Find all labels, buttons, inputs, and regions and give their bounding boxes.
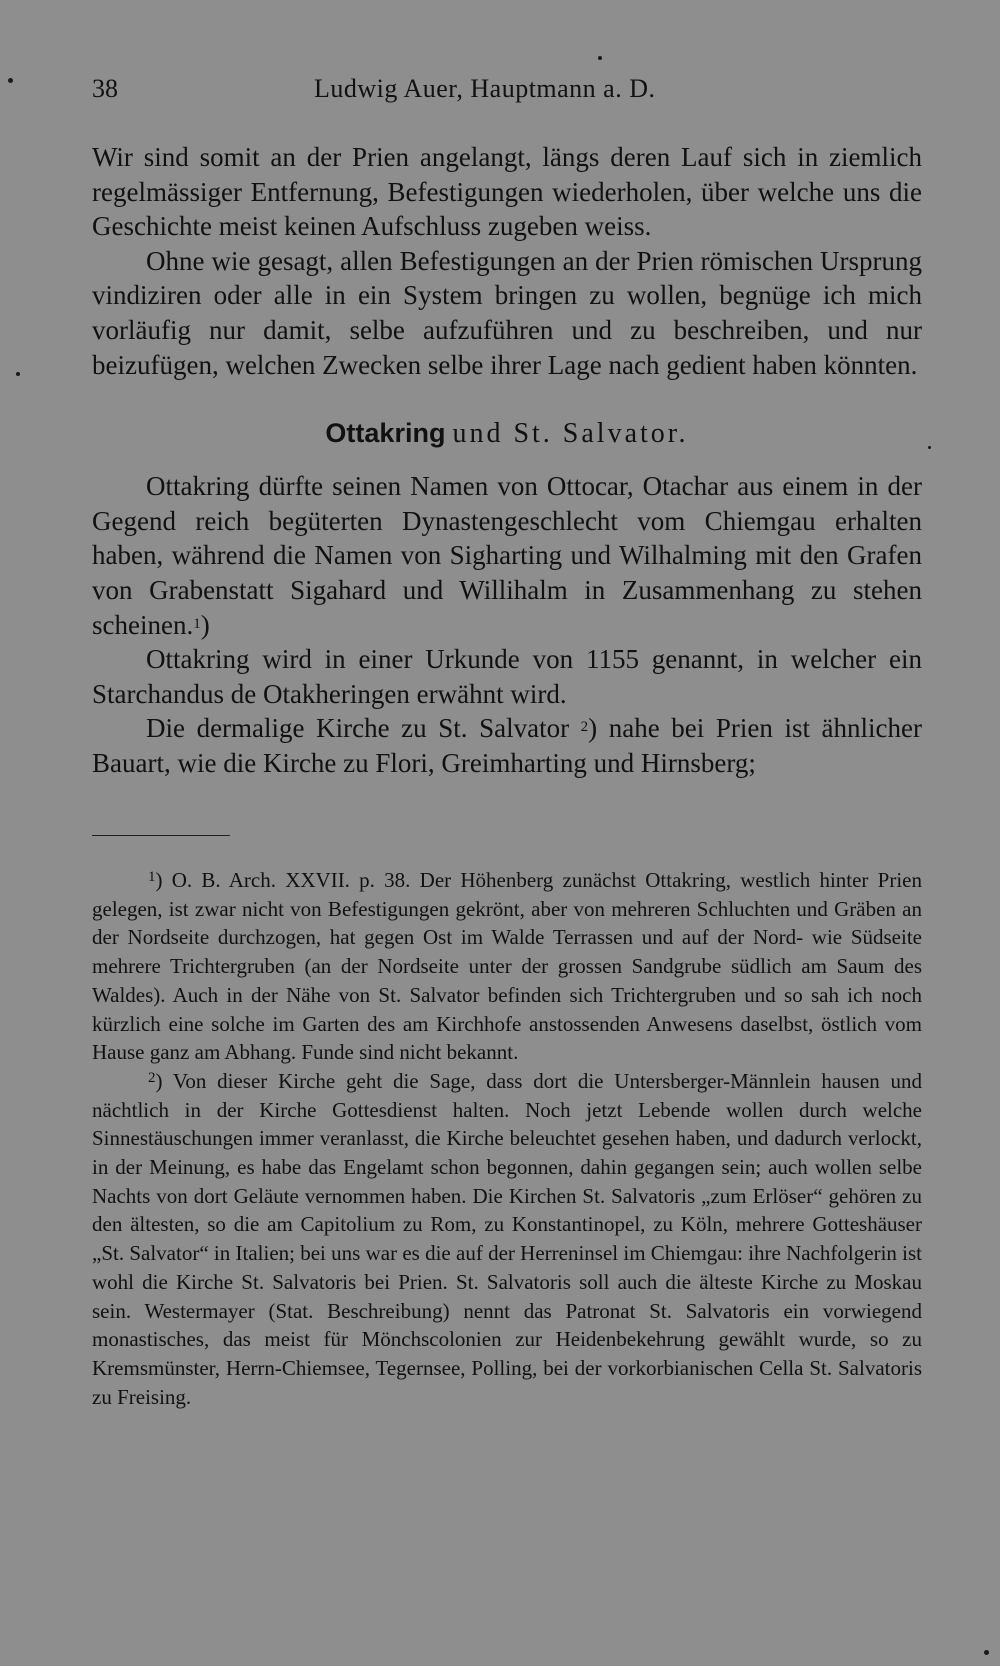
main-text <box>92 140 922 781</box>
running-head: Ludwig Auer, Hauptmann a. D. <box>314 74 656 103</box>
footnote-2-mark: 2 <box>148 1069 156 1086</box>
paragraph-3: Ottakring dürfte seinen Namen von Ottocar, Otachar aus einem in der Gegend reich begüterten Dynastengeschlecht vom Chiemgau erhalten haben, während die Namen von Sigharting und Wilhalming mit den Grafen von Grabenstatt Sigahard und Willihalm in Zusammenhang zu stehen scheinen.$^1$) <box>92 471 922 640</box>
scan-speck <box>598 56 602 60</box>
footnotes <box>92 866 922 1411</box>
paragraph-5-before: Die dermalige Kirche zu St. Salvator <box>146 713 570 744</box>
footnote-1-mark: 1 <box>148 869 156 885</box>
scan-speck <box>928 446 931 449</box>
footnote-2: $^2$) Von dieser Kirche geht die Sage, dass dort die Untersberger-Männlein hausen und nächtlich in der Kirche Gottesdienst halten. Noch jetzt Lebende wollen durch welche Sinnestäuschungen immer veranlasst, die Kirche beleuchtet gesehen haben, und dadurch verlockt, in der Meinung, es habe das Engelamt schon begonnen, dahin gegangen sein; auch wollen selbe Nachts von dort Geläute vernommen haben. Die Kirchen St. Salvatoris „zum Erlöser“ gehören zu den ältesten, so die am Capitolium zu Rom, zu Konstantinopel, zu Köln, mehrere Gotteshäuser „St. Salvator“ in Italien; bei uns war es die auf der Herreninsel im Chiemgau: ihre Nachfolgerin ist wohl die Kirche St. Salvatoris bei Prien. St. Salvatoris soll auch die älteste Kirche zu Moskau sein. Westermayer (Stat. Beschreibung) nennt das Patronat St. Salvatoris ein vorwiegend monastisches, das meist für Mönchscolonien zur Heidenbekehrung gewählt wurde, so zu Kremsmünster, Herrn-Chiemsee, Tegernsee, Polling, bei der vorkorbianischen Cella St. Salvatoris zu Freising. <box>92 1068 922 1409</box>
paragraph-2: Ohne wie gesagt, allen Befestigungen an der Prien römischen Ursprung vindiziren oder alle in ein System bringen zu wollen, begnüge ich mich vorläufig nur damit, selbe aufzuführen und zu beschreiben, und nur beizufügen, welchen Zwecken selbe ihrer Lage nach gedient haben könnten. <box>92 245 922 380</box>
section-heading-place: Ottakring <box>325 418 446 449</box>
scan-speck <box>984 1650 989 1655</box>
scan-speck <box>16 372 20 376</box>
footnote-2-text: Von dieser Kirche geht die Sage, dass dort die Untersberger-Männlein hausen und nächtlich in der Kirche Gottesdienst halten. Noch jetzt Lebende wollen durch welche Sinnestäuschungen immer veranlasst, die Kirche beleuchtet gesehen haben, und dadurch verlockt, in der Meinung, es habe das Engelamt schon begonnen, dahin gegangen sein; auch wollen selbe Nachts von dort Geläute vernommen haben. Die Kirchen St. Salvatoris „zum Erlöser“ gehören zu den ältesten, so die am Capitolium zu Rom, zu Konstantinopel, zu Köln, mehrere Gotteshäuser „St. Salvator“ in Italien; bei uns war es die auf der Herreninsel im Chiemgau: ihre Nachfolgerin ist wohl die Kirche St. Salvatoris bei Prien. St. Salvatoris soll auch die älteste Kirche zu Moskau sein. Westermayer (Stat. Beschreibung) nennt das Patronat St. Salvatoris ein vorwiegend monastisches, das meist für Mönchscolonien zur Heidenbekehrung gewählt wurde, so zu Kremsmünster, Herrn-Chiemsee, Tegernsee, Polling, bei der vorkorbianischen Cella St. Salvatoris zu Freising. <box>92 1068 922 1409</box>
footnote-rule <box>92 835 230 836</box>
paragraph-5: Die dermalige Kirche zu St. Salvator $^2$) nahe bei Prien ist ähnlicher Bauart, wie die Kirche zu Flori, Greimharting und Hirnsberg; <box>92 713 922 778</box>
page-number: 38 <box>92 74 118 103</box>
paragraph-5-after: nahe bei Prien ist ähnlicher Bauart, wie die Kirche zu Flori, Greimharting und Hirnsberg; <box>92 713 922 778</box>
paragraph-4: Ottakring wird in einer Urkunde von 1155 genannt, in welcher ein Starchandus de Otakheringen erwähnt wird. <box>92 644 922 709</box>
paragraph-1: Wir sind somit an der Prien angelangt, längs deren Lauf sich in ziemlich regelmässiger Entfernung, Befestigungen wiederholen, über welche uns die Geschichte meist keinen Aufschluss zugeben weiss. <box>92 142 922 242</box>
footnote-1: $^1$) O. B. Arch. XXVII. p. 38. Der Höhenberg zunächst Ottakring, westlich hinter Prien gelegen, ist zwar nicht von Befestigungen gekrönt, aber von mehreren Schluchten und Gräben an der Nordseite durchzogen, hat gegen Ost im Walde Terrassen und auf der Nord- wie Südseite mehrere Trichtergruben (an der Nordseite unter der grossen Sandgrube südlich am Saum des Waldes). Auch in der Nähe von St. Salvator befinden sich Trichtergruben und so sah ich noch kürzlich eine solche im Garten des am Kirchhofe anstossenden Anwesens daselbst, östlich vom Hause ganz am Abhang. Funde sind nicht bekannt. <box>92 868 922 1065</box>
scan-speck <box>8 78 13 83</box>
footnote-ref-2: 2 <box>580 719 589 736</box>
page-header <box>92 74 922 114</box>
paragraph-3-text: Ottakring dürfte seinen Namen von Ottocar, Otachar aus einem in der Gegend reich begüterten Dynastengeschlecht vom Chiemgau erhalten haben, während die Namen von Sigharting und Wilhalming mit den Grafen von Grabenstatt Sigahard und Willihalm in Zusammenhang zu stehen scheinen. <box>92 471 922 640</box>
section-heading-rest: und St. Salvator. <box>452 418 689 450</box>
footnote-1-text: O. B. Arch. XXVII. p. 38. Der Höhenberg zunächst Ottakring, westlich hinter Prien gelegen, ist zwar nicht von Befestigungen gekrönt, aber von mehreren Schluchten und Gräben an der Nordseite durchzogen, hat gegen Ost im Walde Terrassen und auf der Nord- wie Südseite mehrere Trichtergruben (an der Nordseite unter der grossen Sandgrube südlich am Saum des Waldes). Auch in der Nähe von St. Salvator befinden sich Trichtergruben und so sah ich noch kürzlich eine solche im Garten des am Kirchhofe anstossenden Anwesens daselbst, östlich vom Hause ganz am Abhang. Funde sind nicht bekannt. <box>92 868 922 1065</box>
footnote-ref-1: 1 <box>193 615 201 632</box>
section-heading <box>92 415 922 452</box>
